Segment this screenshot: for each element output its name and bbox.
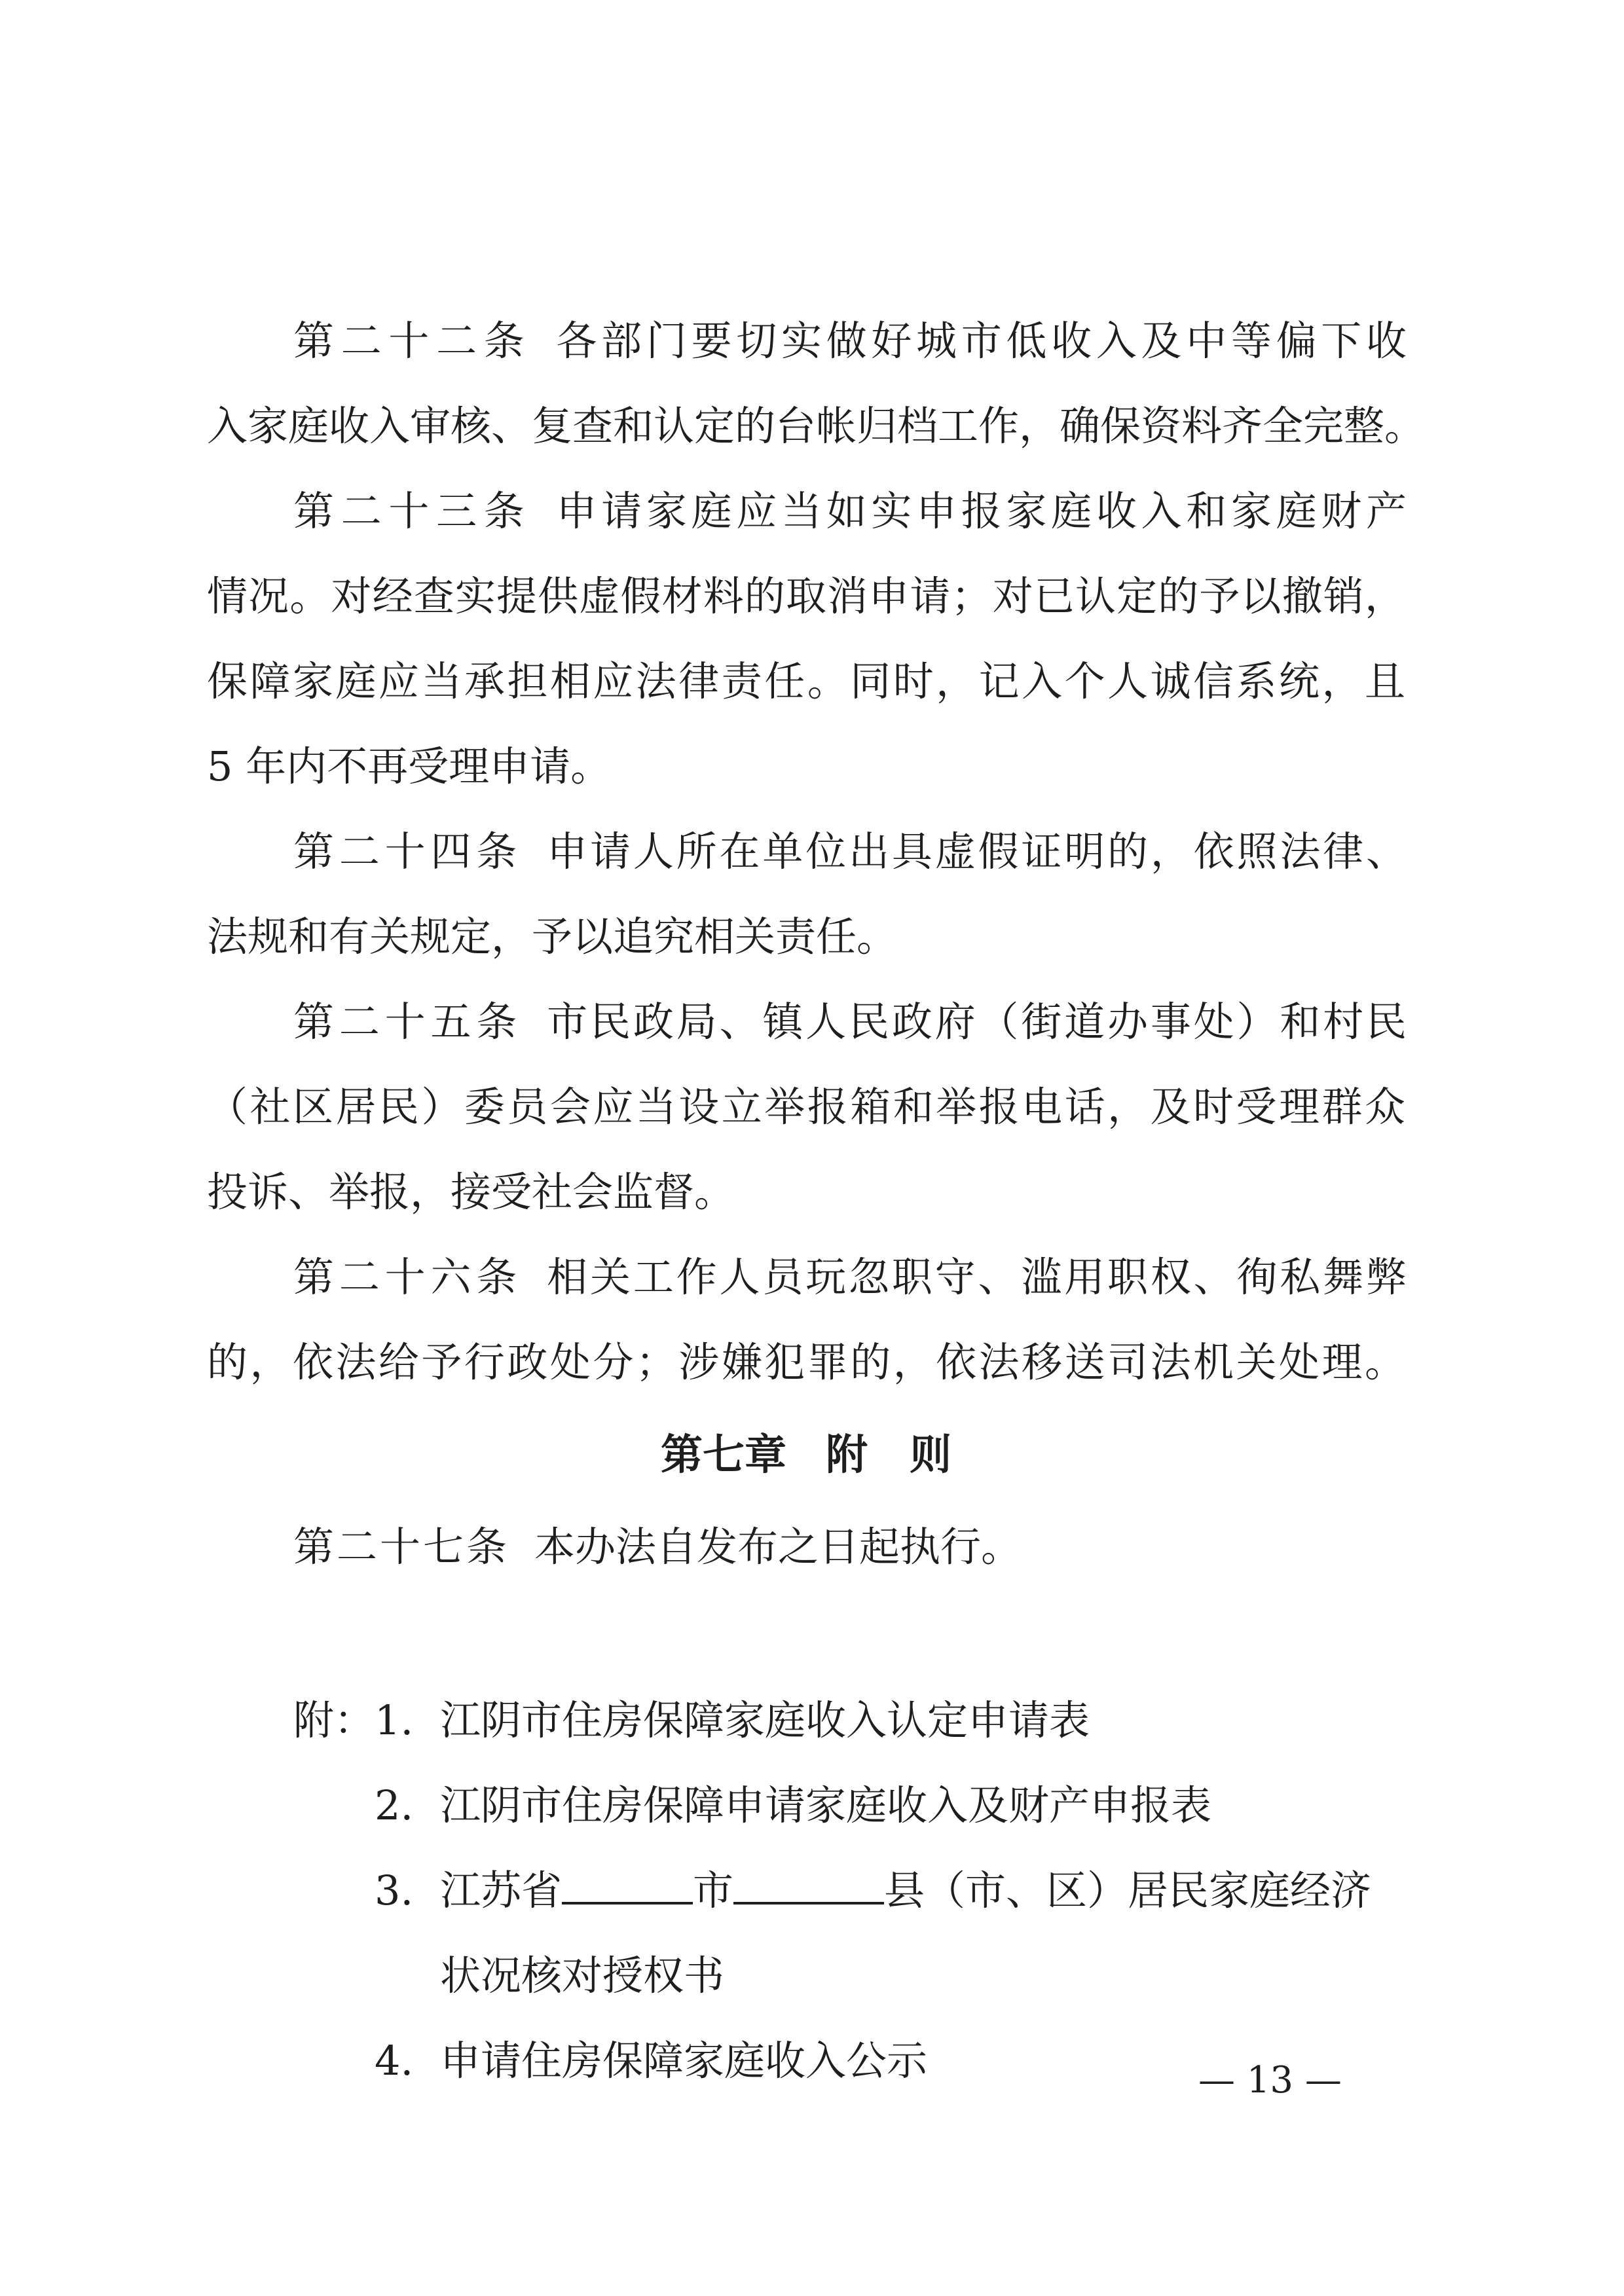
article-22-line-1 xyxy=(293,299,1407,384)
attachment-3-text-a: 江苏省 xyxy=(440,1867,563,1914)
blank-county-line xyxy=(733,1864,884,1904)
article-23-line-2: 情况。对经查实提供虚假材料的取消申请；对已认定的予以撤销， xyxy=(207,572,1405,620)
attachment-2-text: 江阴市住房保障申请家庭收入及财产申报表 xyxy=(440,1781,1212,1829)
article-26-line-2: 的，依法给予行政处分；涉嫌犯罪的，依法移送司法机关处理。 xyxy=(207,1338,1405,1386)
attachment-2-number: 2. xyxy=(375,1781,414,1829)
chapter-heading xyxy=(207,1413,1405,1498)
article-26-text-1: 相关工作人员玩忽职守、滥用职权、徇私舞弊 xyxy=(547,1253,1407,1301)
attachment-item-1 xyxy=(293,1678,1407,1763)
article-26-line-1 xyxy=(293,1235,1407,1320)
article-24-heading: 第二十四条 xyxy=(293,828,523,875)
attachment-item-4 xyxy=(375,2018,1573,2104)
article-25-line-1 xyxy=(293,979,1407,1065)
attachment-item-2 xyxy=(375,1763,1573,1848)
article-27-line-1 xyxy=(293,1504,1407,1590)
attachment-4-number: 4. xyxy=(375,2037,414,2085)
article-27-heading: 第二十七条 xyxy=(293,1523,510,1571)
article-24-text-1: 申请人所在单位出具虚假证明的，依照法律、 xyxy=(547,828,1407,875)
attachment-3-number: 3. xyxy=(375,1867,414,1914)
article-25-text-1: 市民政局、镇人民政府（街道办事处）和村民 xyxy=(547,998,1407,1046)
article-25-line-2: （社区居民）委员会应当设立举报箱和举报电话，及时受理群众 xyxy=(207,1083,1405,1131)
article-22-heading: 第二十二条 xyxy=(293,317,532,365)
attachment-item-3 xyxy=(375,1848,1573,1933)
article-22-line-2: 入家庭收入审核、复查和认定的台帐归档工作，确保资料齐全完整。 xyxy=(207,402,1426,450)
article-27-text-1: 本办法自发布之日起执行。 xyxy=(534,1523,1022,1571)
article-23-heading: 第二十三条 xyxy=(293,487,532,535)
attachment-item-3-continued: 状况核对授权书 xyxy=(440,1952,725,1999)
article-23-line-4: 5 年内不再受理申请。 xyxy=(207,742,612,790)
chapter-name: 附 则 xyxy=(826,1431,951,1480)
attachment-prefix: 附： xyxy=(293,1696,375,1744)
attachment-1-text: 江阴市住房保障家庭收入认定申请表 xyxy=(440,1696,1090,1744)
article-23-line-1 xyxy=(293,469,1407,554)
article-23-line-3: 保障家庭应当承担相应法律责任。同时，记入个人诚信系统，且 xyxy=(207,657,1405,705)
article-24-line-2: 法规和有关规定，予以追究相关责任。 xyxy=(207,913,898,960)
attachment-4-text: 申请住房保障家庭收入公示 xyxy=(440,2037,928,2085)
attachment-3-text-c: 县（市、区）居民家庭经济 xyxy=(884,1867,1372,1914)
article-23-text-1: 申请家庭应当如实申报家庭收入和家庭财产 xyxy=(556,487,1407,535)
article-25-line-3: 投诉、举报，接受社会监督。 xyxy=(207,1168,735,1216)
article-26-heading: 第二十六条 xyxy=(293,1253,523,1301)
article-24-line-1 xyxy=(293,809,1407,894)
blank-city-line xyxy=(562,1864,693,1904)
attachment-1-number: 1. xyxy=(375,1696,414,1744)
article-22-text-1: 各部门要切实做好城市低收入及中等偏下收 xyxy=(556,317,1407,365)
attachment-3-text-b: 市 xyxy=(693,1867,734,1914)
page-number: — 13 — xyxy=(1198,2059,1342,2102)
article-25-heading: 第二十五条 xyxy=(293,998,523,1046)
chapter-number: 第七章 xyxy=(661,1431,786,1480)
